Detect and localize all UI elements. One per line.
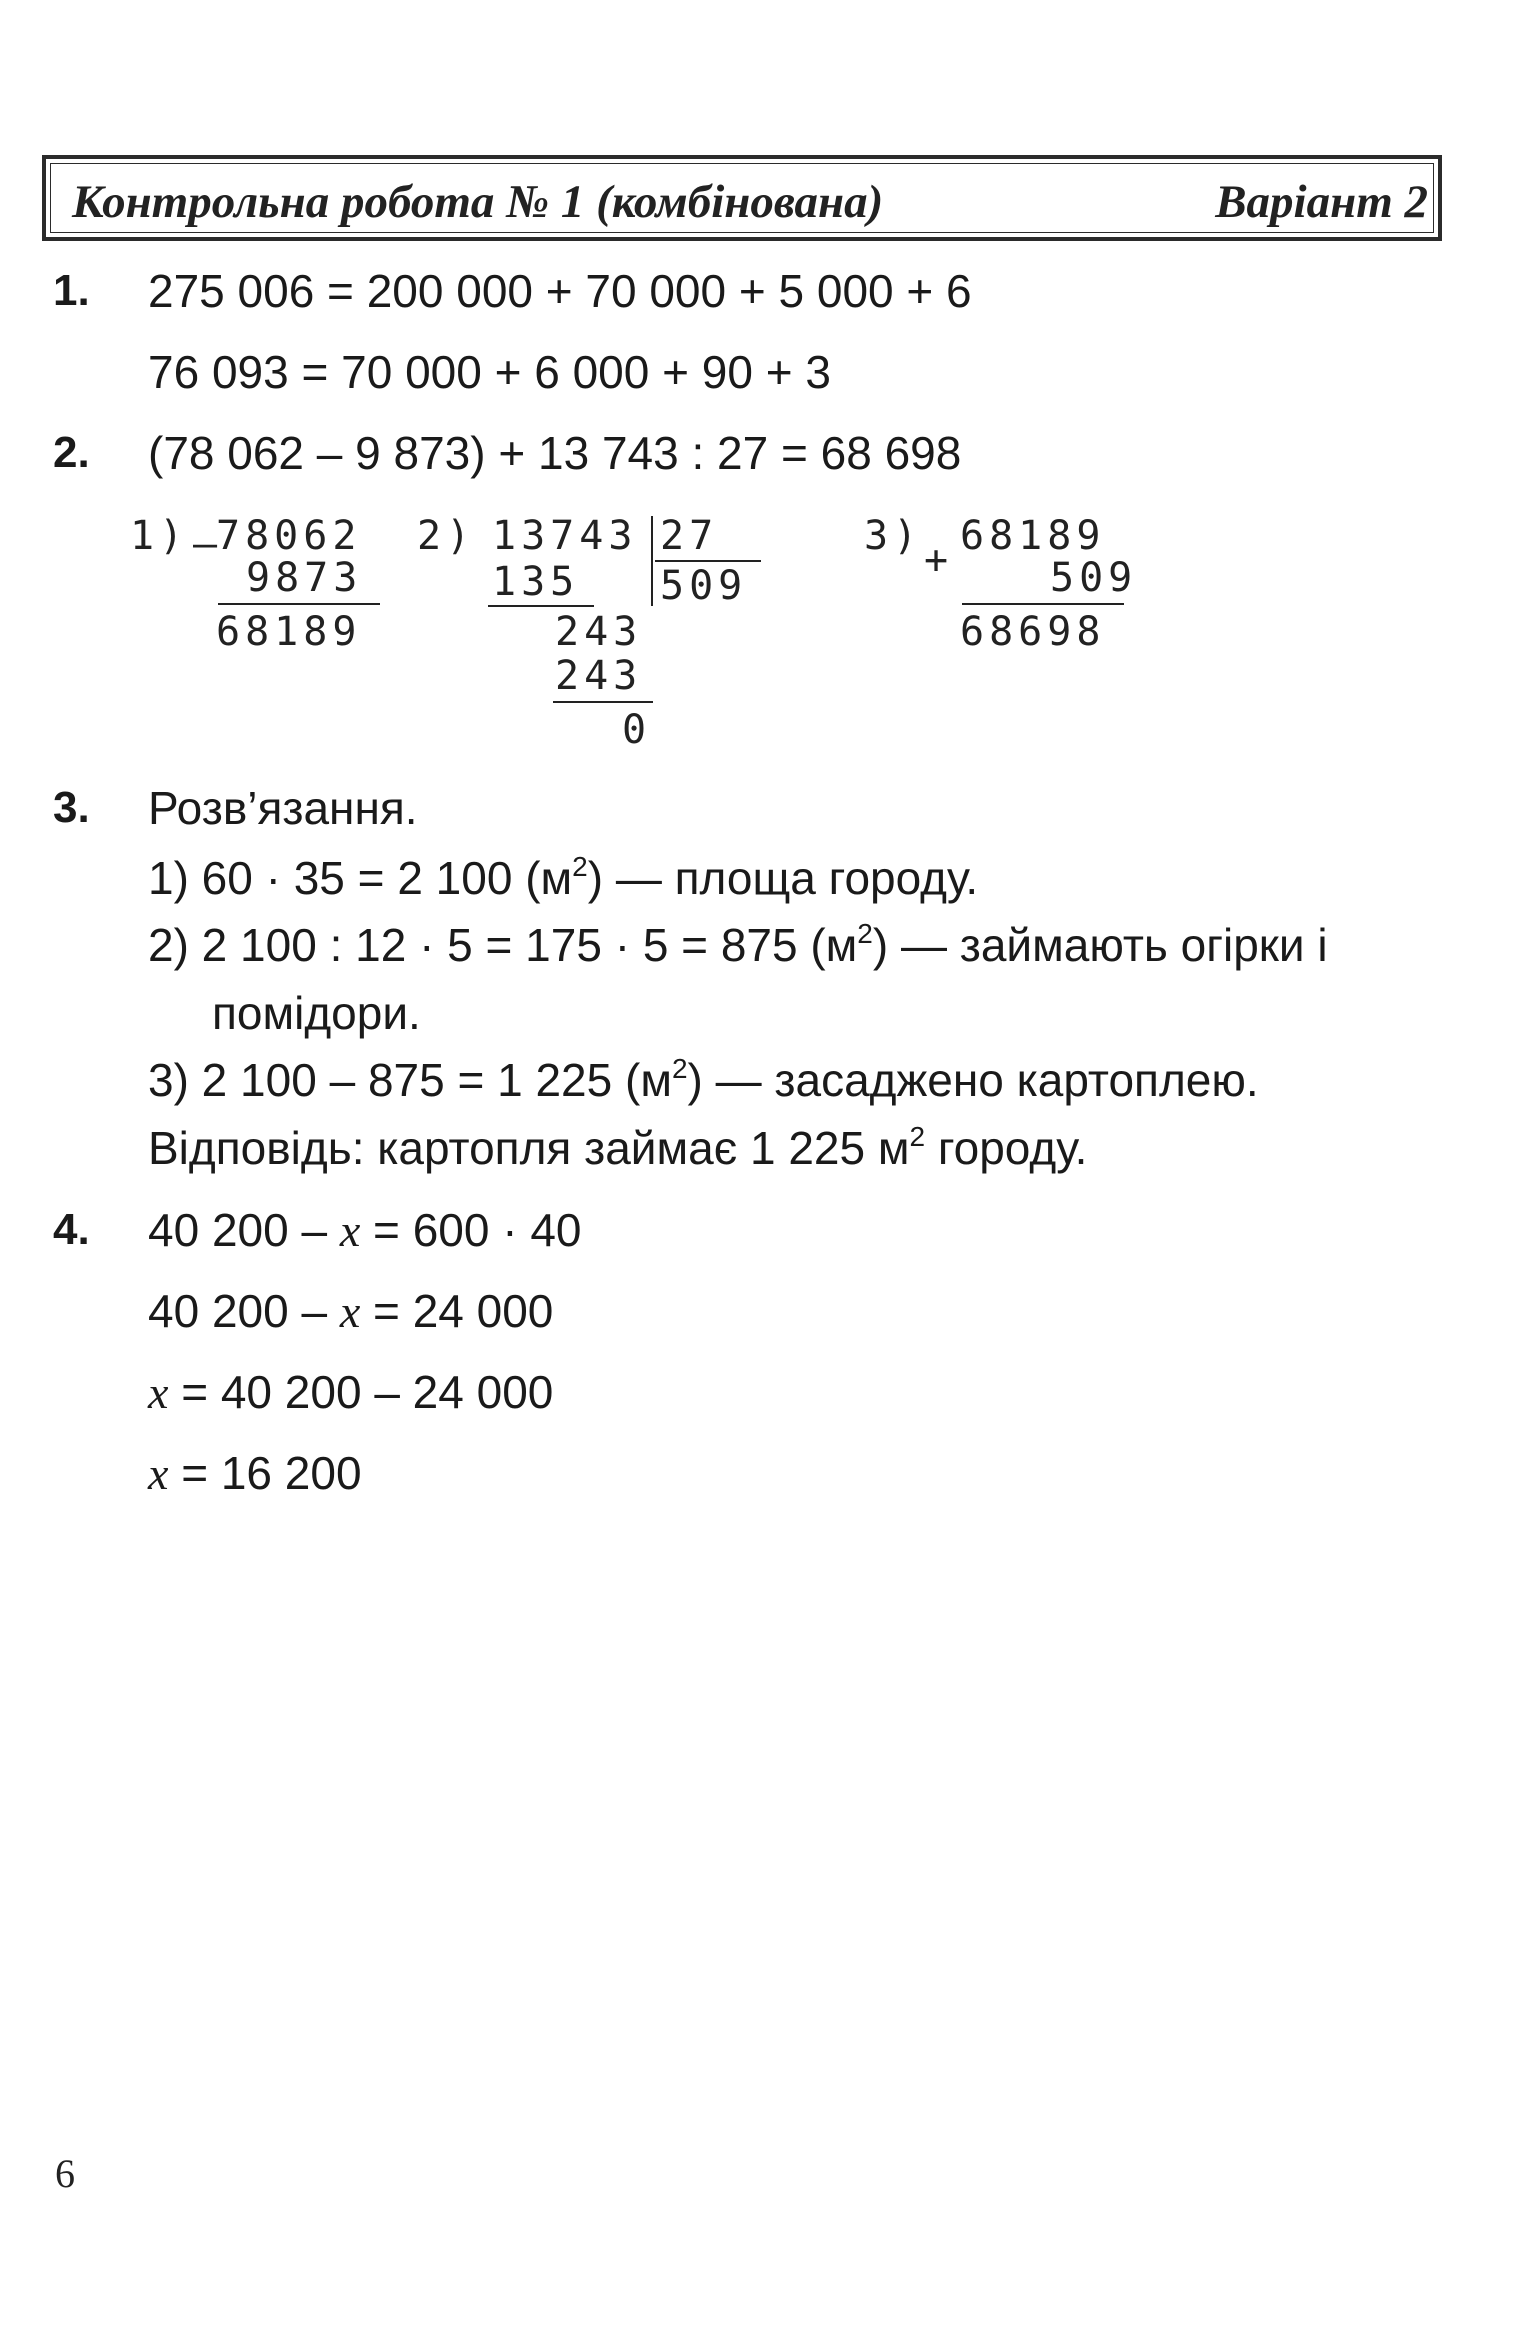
page-number: 6: [55, 2151, 75, 2196]
plus-sign: +: [924, 537, 949, 583]
step-label: 2): [417, 513, 476, 559]
equation-line: x = 16 200: [148, 1447, 362, 1499]
addend: 509: [1050, 555, 1138, 601]
solution-heading: Розв’язання.: [148, 782, 418, 834]
page-title: Контрольна робота № 1 (комбінована): [72, 176, 884, 228]
remainder: 0: [622, 707, 652, 753]
variant-label: Варіант 2: [1215, 176, 1428, 228]
addend: 68189: [960, 513, 1106, 559]
minus-sign: –: [193, 521, 218, 567]
quotient: 509: [660, 563, 748, 609]
task-number: 1.: [53, 266, 90, 315]
equation-line: 40 200 – x = 600 · 40: [148, 1204, 582, 1256]
expression-line: 275 006 = 200 000 + 70 000 + 5 000 + 6: [148, 265, 972, 317]
solution-step: 1) 60 · 35 = 2 100 $(м^2)$ — площа городу.: [148, 851, 979, 904]
divisor: 27: [660, 513, 719, 559]
expression-line: (78 062 – 9 873) + 13 743 : 27 = 68 698: [148, 427, 962, 479]
step-label: 1): [130, 513, 189, 559]
solution-step: 3) 2 100 – 875 = 1 225 $(м^2)$ — засаджено картоплею.: [148, 1053, 1259, 1106]
difference: 68189: [216, 609, 362, 655]
header-box: [42, 155, 1442, 241]
answer-line: Відповідь: картопля займає 1 225 $м^2$ городу.: [148, 1121, 1088, 1174]
expression-line: 76 093 = 70 000 + 6 000 + 90 + 3: [148, 346, 831, 398]
equation-line: x = 40 200 – 24 000: [148, 1366, 554, 1418]
minuend: 78062: [216, 513, 362, 559]
equation-line: 40 200 – x = 24 000: [148, 1285, 554, 1337]
task-number: 4.: [53, 1205, 90, 1254]
partial-product: 243: [555, 653, 643, 699]
solution-step: 2) 2 100 : 12 · 5 = 175 · 5 = 875 $(м^2)$ — займають огірки і: [148, 918, 1328, 971]
dividend: 13743: [492, 513, 638, 559]
solution-step-continuation: помідори.: [212, 987, 421, 1039]
task-number: 2.: [53, 428, 90, 477]
partial-remainder: 243: [555, 609, 643, 655]
partial-product: 135: [492, 559, 580, 605]
task-number: 3.: [53, 783, 90, 832]
sum: 68698: [960, 609, 1106, 655]
subtrahend: 9873: [246, 555, 363, 601]
step-label: 3): [864, 513, 923, 559]
